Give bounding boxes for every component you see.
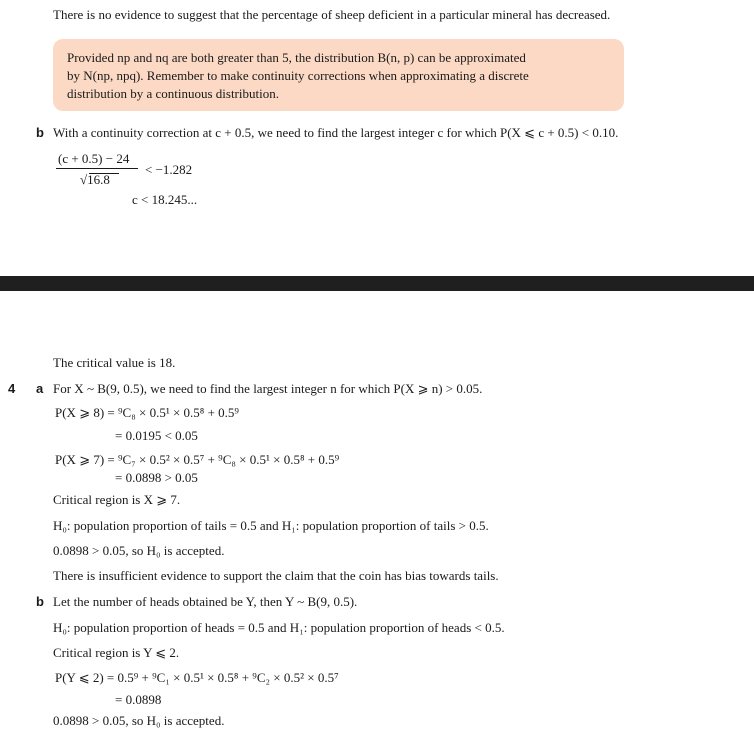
critical-region-a: Critical region is X ⩾ 7. [53,492,181,507]
conclusion-a: There is insufficient evidence to support the claim that the coin has bias towards tails. [53,568,499,583]
question-number: 4 [8,381,16,396]
p-y-le-2: P(Y ⩽ 2) = 0.5⁹ + ⁹C₁ × 0.5¹ × 0.5⁸ + ⁹C₂ × 0.5² × 0.5⁷ [55,670,339,685]
page-divider [0,276,754,291]
p-y-le-2-result: = 0.0898 [115,692,162,707]
tip-line-3: distribution by a continuous distribution. [67,86,279,101]
part-b-statement: With a continuity correction at c + 0.5, we need to find the largest integer c for which P(X ⩽ c + 0.5) < 0.10. [53,125,619,140]
tip-line-1: Provided np and nq are both greater than 5, the distribution B(n, p) can be approximated [67,50,526,65]
critical-region-b: Critical region is Y ⩽ 2. [53,645,180,660]
tip-line-2: by N(np, npq). Remember to make continuity corrections when approximating a discrete [67,68,529,83]
fraction-numerator: (c + 0.5) − 24 [58,151,130,166]
acceptance-a: 0.0898 > 0.05, so H₀ is accepted. [53,543,225,558]
part-b2-label: b [36,594,44,609]
part-b2-statement: Let the number of heads obtained be Y, then Y ~ B(9, 0.5). [53,594,358,609]
fraction-bar [56,168,138,169]
hypotheses-b: H₀: population proportion of heads = 0.5 and H₁: population proportion of heads < 0.5. [53,620,505,635]
acceptance-b: 0.0898 > 0.05, so H₀ is accepted. [53,713,225,728]
c-result: c < 18.245... [132,192,198,207]
part-b-label: b [36,125,44,140]
part-a-label: a [36,381,44,396]
p-x-ge-7: P(X ⩾ 7) = ⁹C₇ × 0.5² × 0.5⁷ + ⁹C₈ × 0.5¹ × 0.5⁸ + 0.5⁹ [55,452,340,467]
fraction-denominator: √16.8 [80,172,110,187]
fraction-relation: < −1.282 [145,162,193,177]
p-x-ge-7-result: = 0.0898 > 0.05 [115,470,198,485]
p-x-ge-8: P(X ⩾ 8) = ⁹C₈ × 0.5¹ × 0.5⁸ + 0.5⁹ [55,405,239,420]
evidence-statement: There is no evidence to suggest that the percentage of sheep deficient in a particular mineral has decreased. [53,7,611,22]
p-x-ge-8-result: = 0.0195 < 0.05 [115,428,198,443]
critical-value-statement: The critical value is 18. [53,355,176,370]
hypotheses-a: H₀: population proportion of tails = 0.5 and H₁: population proportion of tails > 0.5. [53,518,489,533]
part-a-statement: For X ~ B(9, 0.5), we need to find the largest integer n for which P(X ⩾ n) > 0.05. [53,381,483,396]
